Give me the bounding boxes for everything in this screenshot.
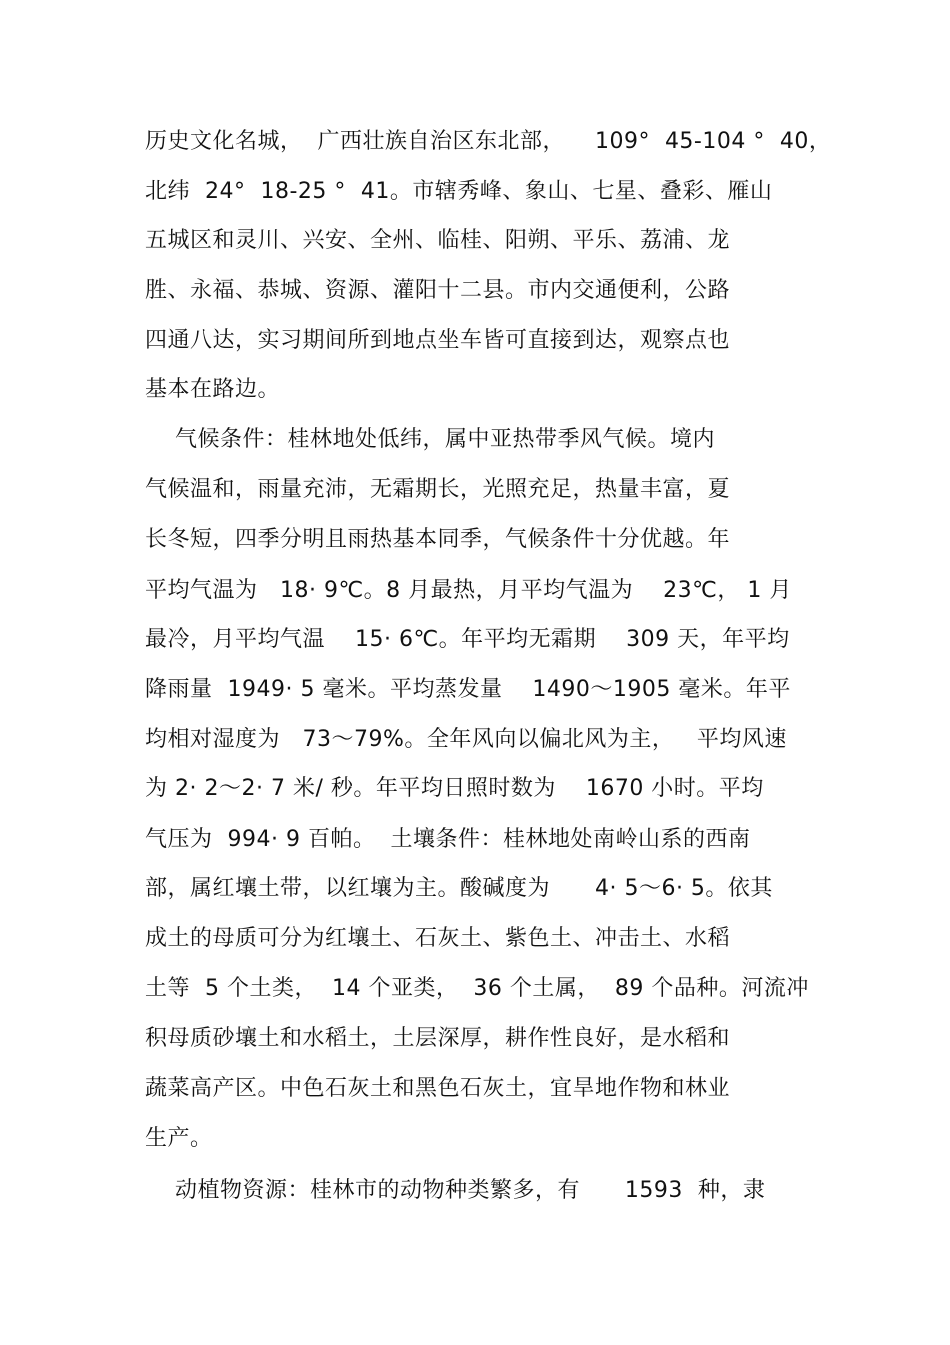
text-line: 气候温和，雨量充沛，无霜期长，光照充足，热量丰富，夏 bbox=[145, 477, 731, 502]
text-line: 均相对湿度为 73～79%。全年风向以偏北风为主， 平均风速 bbox=[145, 727, 787, 752]
text-line: 蔬菜高产区。中色石灰土和黑色石灰土，宜旱地作物和林业 bbox=[145, 1076, 731, 1101]
text-line: 五城区和灵川、兴安、全州、临桂、阳朔、平乐、荔浦、龙 bbox=[145, 228, 731, 253]
text-line: 气候条件：桂林地处低纬，属中亚热带季风气候。境内 bbox=[145, 427, 715, 452]
text-line: 土等 5 个土类， 14 个亚类， 36 个土属， 89 个品种。河流冲 bbox=[145, 976, 809, 1001]
text-line: 生产。 bbox=[145, 1126, 213, 1151]
text-line: 四通八达，实习期间所到地点坐车皆可直接到达，观察点也 bbox=[145, 328, 731, 353]
text-line: 平均气温为 18· 9℃。8 月最热，月平均气温为 23℃， 1 月 bbox=[145, 578, 792, 603]
text-line: 动植物资源：桂林市的动物种类繁多，有 1593 种，隶 bbox=[145, 1178, 766, 1203]
text-line: 历史文化名城， 广西壮族自治区东北部， 109° 45-104 ° 40， bbox=[145, 129, 832, 154]
text-line: 基本在路边。 bbox=[145, 377, 281, 402]
text-line: 积母质砂壤土和水稻土，土层深厚，耕作性良好，是水稻和 bbox=[145, 1026, 731, 1051]
text-line: 部，属红壤土带，以红壤为主。酸碱度为 4· 5～6· 5。依其 bbox=[145, 876, 773, 901]
text-line: 降雨量 1949· 5 毫米。平均蒸发量 1490～1905 毫米。年平 bbox=[145, 677, 791, 702]
text-line: 长冬短，四季分明且雨热基本同季，气候条件十分优越。年 bbox=[145, 527, 731, 552]
text-line: 最冷，月平均气温 15· 6℃。年平均无霜期 309 天，年平均 bbox=[145, 627, 790, 652]
text-line: 胜、永福、恭城、资源、灌阳十二县。市内交通便利，公路 bbox=[145, 278, 731, 303]
text-line: 为 2· 2～2· 7 米/ 秒。年平均日照时数为 1670 小时。平均 bbox=[145, 776, 764, 801]
text-line: 北纬 24° 18-25 ° 41。市辖秀峰、象山、七星、叠彩、雁山 bbox=[145, 179, 773, 204]
text-line: 气压为 994· 9 百帕。 土壤条件：桂林地处南岭山系的西南 bbox=[145, 827, 751, 852]
text-line: 成土的母质可分为红壤土、石灰土、紫色土、冲击土、水稻 bbox=[145, 926, 731, 951]
